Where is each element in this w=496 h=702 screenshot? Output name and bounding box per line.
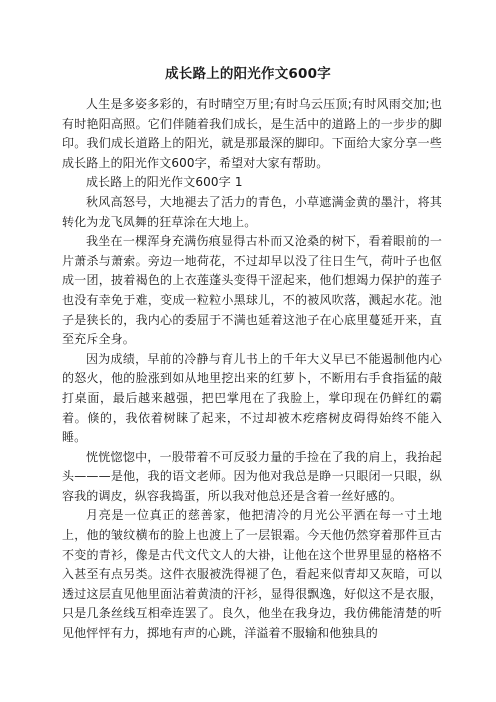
paragraph: 我坐在一棵浑身充满伤痕显得古朴而又沧桑的树下，看着眼前的一片萧杀与萧索。旁边一地荷花，不过却早以没了往日生气，荷叶子也伛成一团，披着褐色的上衣莲蓬头变得干涩起来，他们想竭力保护的莲子也没有幸免于难，变成一粒粒小黑球儿，不的被风吹落，溅起水花。池子是狭长的，我内心的委屈于不满也延着这池子在心底里蔓延开来，直至充斥全身。: [62, 234, 442, 347]
paragraph-intro: 人生是多姿多彩的，有时晴空万里;有时乌云压顶;有时风雨交加;也有时艳阳高照。它们伴随着我们成长，是生活中的道路上的一步步的脚印。我们成长道路上的阳光，就是那最深的脚印。下面给大家分享一些成长路上的阳光作文600字，希望对大家有帮助。: [62, 97, 442, 170]
document-body: [62, 95, 442, 644]
paragraph: 月亮是一位真正的慈善家，他把清冷的月光公平洒在每一寸土地上，他的皱纹横布的脸上也渡上了一层银霜。今天他仍然穿着那件亘古不变的青衫，像是古代文代文人的大褂，让他在这个世界里显的格格不入甚至有点另类。这件衣服被洗得褪了色，看起来似青却又灰暗，可以透过这层直见他里面沾着黄渍的汗衫，显得很飘逸，好似这不是衣服，只是几条丝线互相牵连罢了。良久，他坐在我身边，我仿佛能清楚的听见他怦怦有力，掷地有声的心跳，洋溢着不服输和他独具的: [62, 508, 442, 641]
document-title: 成长路上的阳光作文600字: [165, 66, 331, 82]
section-heading: 成长路上的阳光作文600字 1: [86, 175, 243, 190]
paragraph: 因为成绩，早前的冷静与育儿书上的千年大义早已不能遏制他内心的怒火，他的脸涨到如从地里挖出来的红萝卜，不断用右手食指猛的敲打桌面，最后越来越强，把巴掌甩在了我脸上，掌印现在仍鲜红的霸着。倏的，我依着树睐了起来，不过却被木疙瘩树皮碍得始终不能入睡。: [62, 351, 442, 445]
paragraph: 恍恍惚惚中，一股带着不可反驳力量的手捡在了我的肩上，我抬起头———是他，我的语文老师。因为他对我总是睁一只眼闭一只眼，纵容我的调皮，纵容我捣蛋，所以我对他总还是含着一丝好感的。: [62, 449, 442, 503]
paragraph: 秋风高怒号，大地褪去了活力的青色，小草遮满金黄的墨汁，将其转化为龙飞凤舞的狂草涂在大地上。: [62, 194, 442, 229]
